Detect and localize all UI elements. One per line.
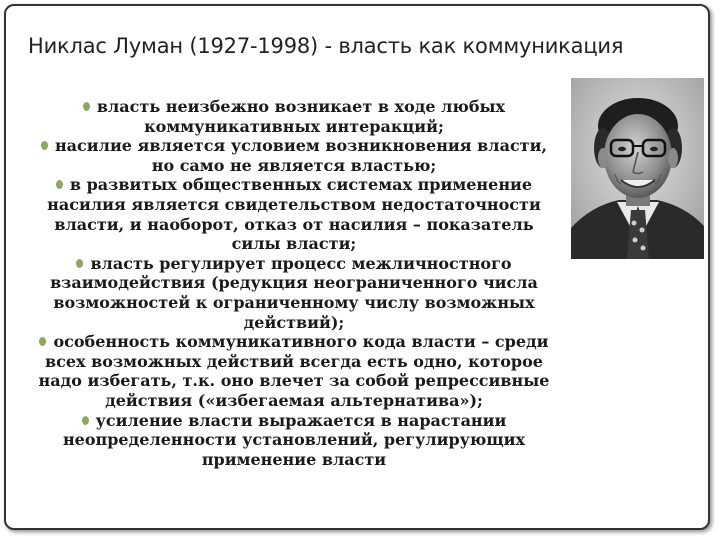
bullet-line: всех возможных действий всегда есть одно, которое (45, 351, 543, 371)
bullet-marker-icon (76, 259, 83, 268)
bullet-marker-icon (41, 141, 48, 150)
bullet-marker-icon (56, 180, 63, 189)
portrait-icon (571, 78, 704, 259)
bullet-line: действий); (243, 312, 345, 332)
bullet-marker-icon (83, 102, 90, 111)
bullet-item (16, 97, 572, 136)
bullet-line: коммуникативных интеракций; (144, 116, 444, 136)
bullet-item (16, 175, 572, 253)
bullet-marker-icon (39, 337, 46, 346)
bullet-list (16, 97, 572, 469)
bullet-line: особенность коммуникативного кода власти – среди (53, 332, 549, 352)
bullet-line: власти, и наоборот, отказ от насилия – показатель (54, 214, 534, 234)
bullet-item (16, 411, 572, 470)
slide-title: Никлас Луман (1927-1998) - власть как коммуникация (28, 34, 624, 58)
portrait-photo (571, 78, 704, 259)
bullet-line: в развитых общественных системах применение (69, 175, 533, 195)
bullet-line: надо избегать, т.к. оно влечет за собой репрессивные (38, 371, 550, 391)
bullet-line: действия («избегаемая альтернатива»); (105, 390, 483, 410)
bullet-line: власть неизбежно возникает в ходе любых (96, 97, 506, 116)
bullet-line: взаимодействия (редукция неограниченного числа (50, 273, 538, 293)
bullet-line: насилия является свидетельством недостаточности (47, 194, 541, 214)
bullet-line: усиление власти выражается в нарастании (95, 410, 507, 430)
bullet-marker-icon (82, 416, 89, 425)
bullet-item (16, 332, 572, 410)
bullet-line: возможностей к ограниченному числу возможных (53, 292, 535, 312)
bullet-item (16, 254, 572, 332)
bullet-line: насилие является условием возникновения власти, (54, 136, 548, 156)
bullet-line: применение власти (201, 449, 387, 469)
bullet-line: неопределенности установлений, регулирующих (62, 430, 526, 450)
bullet-line: силы власти; (231, 234, 357, 254)
bullet-item (16, 136, 572, 175)
bullet-line: но само не является властью; (151, 155, 437, 175)
bullet-line: власть регулирует процесс межличностного (90, 253, 512, 273)
